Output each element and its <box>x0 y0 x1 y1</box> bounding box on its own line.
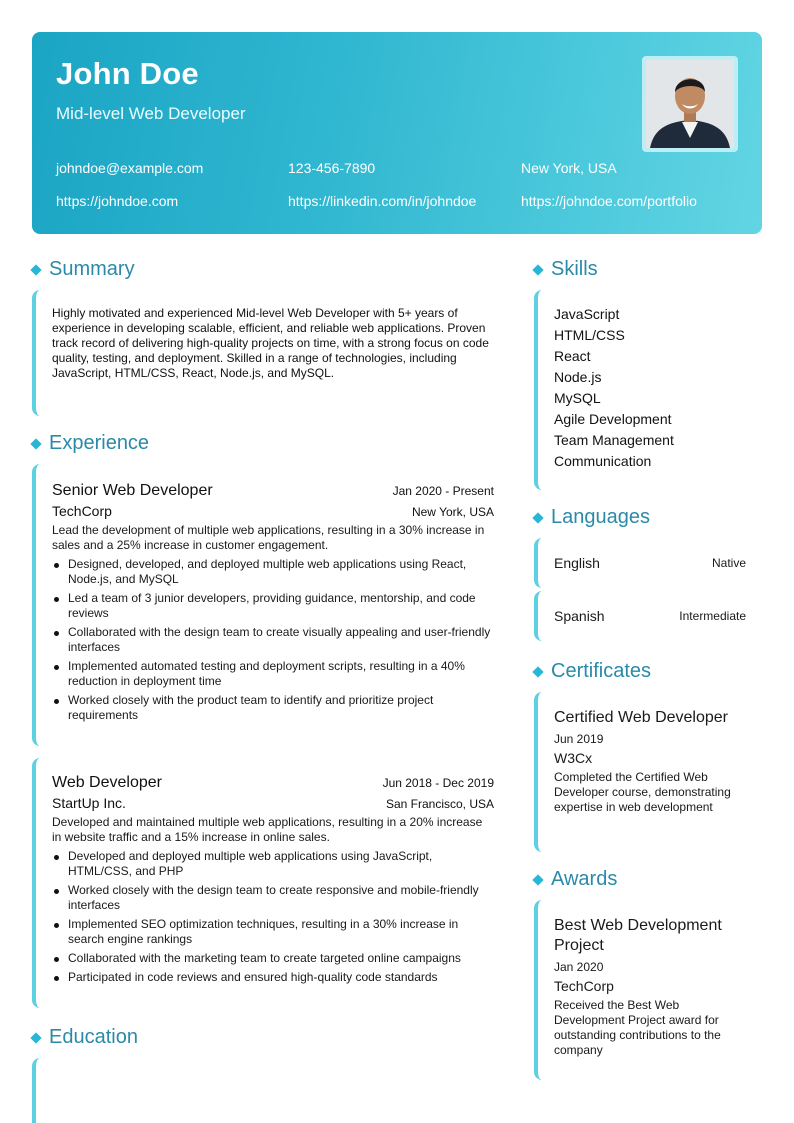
skill-item: Node.js <box>554 369 602 385</box>
section-title: Summary <box>49 258 135 280</box>
job-bullets <box>52 849 494 985</box>
job-location: San Francisco, USA <box>385 797 494 811</box>
section-title: Education <box>49 1026 138 1048</box>
award-description: Received the Best Web Development Project award for outstanding contributions to the company <box>554 998 721 1057</box>
job-company: StartUp Inc. <box>52 795 126 811</box>
resume-header <box>32 32 762 234</box>
list-item: Developed and deployed multiple web applications using JavaScript, HTML/CSS, and PHP <box>52 849 494 879</box>
portfolio-link[interactable]: https://johndoe.com/portfolio <box>521 193 697 209</box>
certificate-date: Jun 2019 <box>554 732 604 746</box>
diamond-bullet-icon <box>30 1032 41 1043</box>
section-title: Experience <box>49 432 150 454</box>
list-item: Collaborated with the design team to create visually appealing and user-friendly interfaces <box>52 625 494 655</box>
diamond-bullet-icon <box>532 512 543 523</box>
section-title: Awards <box>551 868 618 890</box>
awards-heading <box>534 868 617 891</box>
linkedin-link[interactable]: https://linkedin.com/in/johndoe <box>288 193 477 209</box>
section-title: Languages <box>551 506 650 528</box>
list-item: Worked closely with the product team to identify and prioritize project requirements <box>52 693 494 723</box>
list-item: Led a team of 3 junior developers, providing guidance, mentorship, and code reviews <box>52 591 494 621</box>
language-name: Spanish <box>554 608 605 624</box>
certificate-name: Certified Web Developer <box>554 709 729 726</box>
job-bullets <box>52 557 494 723</box>
certificate-issuer: W3Cx <box>554 750 593 766</box>
job-description: Developed and maintained multiple web applications, resulting in a 20% increase in website traffic and a 15% increase in online sales. <box>52 815 483 844</box>
list-item: Implemented SEO optimization techniques, resulting in a 30% increase in search engine rankings <box>52 917 494 947</box>
education-section <box>32 1058 502 1123</box>
section-title: Skills <box>551 258 598 280</box>
skills-heading <box>534 258 598 281</box>
list-item: Implemented automated testing and deployment scripts, resulting in a 40% reduction in deployment time <box>52 659 494 689</box>
job-location: New York, USA <box>411 505 494 519</box>
job-title: Web Developer <box>52 774 162 791</box>
experience-heading <box>32 432 149 455</box>
award-entry <box>534 900 762 1080</box>
skill-item: MySQL <box>554 390 601 406</box>
diamond-bullet-icon <box>30 438 41 449</box>
list-item: Designed, developed, and deployed multiple web applications using React, Node.js, and MySQL <box>52 557 494 587</box>
person-avatar-icon <box>646 60 734 148</box>
languages-heading <box>534 506 650 529</box>
list-item: Worked closely with the design team to create responsive and mobile-friendly interfaces <box>52 883 494 913</box>
diamond-bullet-icon <box>532 264 543 275</box>
award-issuer: TechCorp <box>554 978 614 994</box>
diamond-bullet-icon <box>532 874 543 885</box>
job-date: Jun 2018 - Dec 2019 <box>382 776 494 790</box>
certificate-description: Completed the Certified Web Developer course, demonstrating expertise in web development <box>554 770 731 814</box>
job-entry <box>32 758 502 1008</box>
language-level: Intermediate <box>679 609 746 623</box>
summary-text: Highly motivated and experienced Mid-level Web Developer with 5+ years of experience in developing scalable, efficient, and reliable web applications. Proven track record of delivering high-quality projects on time, with a strong focus on code quality, testing, and deployment. Skilled in a range of technologies, including JavaScript, HTML/CSS, React, Node.js, and MySQL. <box>52 306 489 380</box>
skill-item: JavaScript <box>554 306 620 322</box>
skill-item: Team Management <box>554 432 674 448</box>
job-entry <box>32 464 502 746</box>
award-name: Best Web Development Project <box>554 917 722 954</box>
profile-photo <box>642 56 738 152</box>
section-title: Certificates <box>551 660 652 682</box>
diamond-bullet-icon <box>30 264 41 275</box>
summary-heading <box>32 258 135 281</box>
language-entry <box>534 591 762 641</box>
list-item: Participated in code reviews and ensured high-quality code standards <box>52 970 494 985</box>
skill-item: HTML/CSS <box>554 327 625 343</box>
summary-section <box>32 290 502 416</box>
language-level: Native <box>711 556 746 570</box>
candidate-title: Mid-level Web Developer <box>56 104 246 123</box>
job-company: TechCorp <box>52 503 112 519</box>
skill-item: Communication <box>554 453 652 469</box>
certificate-entry <box>534 692 762 852</box>
award-date: Jan 2020 <box>554 960 604 974</box>
job-title: Senior Web Developer <box>52 482 213 499</box>
diamond-bullet-icon <box>532 666 543 677</box>
job-date: Jan 2020 - Present <box>392 484 494 498</box>
skill-item: Agile Development <box>554 411 672 427</box>
candidate-name: John Doe <box>56 56 199 91</box>
language-entry <box>534 538 762 588</box>
job-description: Lead the development of multiple web applications, resulting in a 30% increase in sales and a 25% increase in customer engagement. <box>52 523 485 552</box>
certificates-heading <box>534 660 651 683</box>
phone-number[interactable]: 123-456-7890 <box>288 160 376 176</box>
website-link[interactable]: https://johndoe.com <box>56 193 179 209</box>
skills-section <box>534 290 762 490</box>
education-heading <box>32 1026 138 1049</box>
email-link[interactable]: johndoe@example.com <box>56 160 204 176</box>
language-name: English <box>554 555 600 571</box>
skill-item: React <box>554 348 591 364</box>
location-text: New York, USA <box>521 160 617 176</box>
list-item: Collaborated with the marketing team to create targeted online campaigns <box>52 951 494 966</box>
